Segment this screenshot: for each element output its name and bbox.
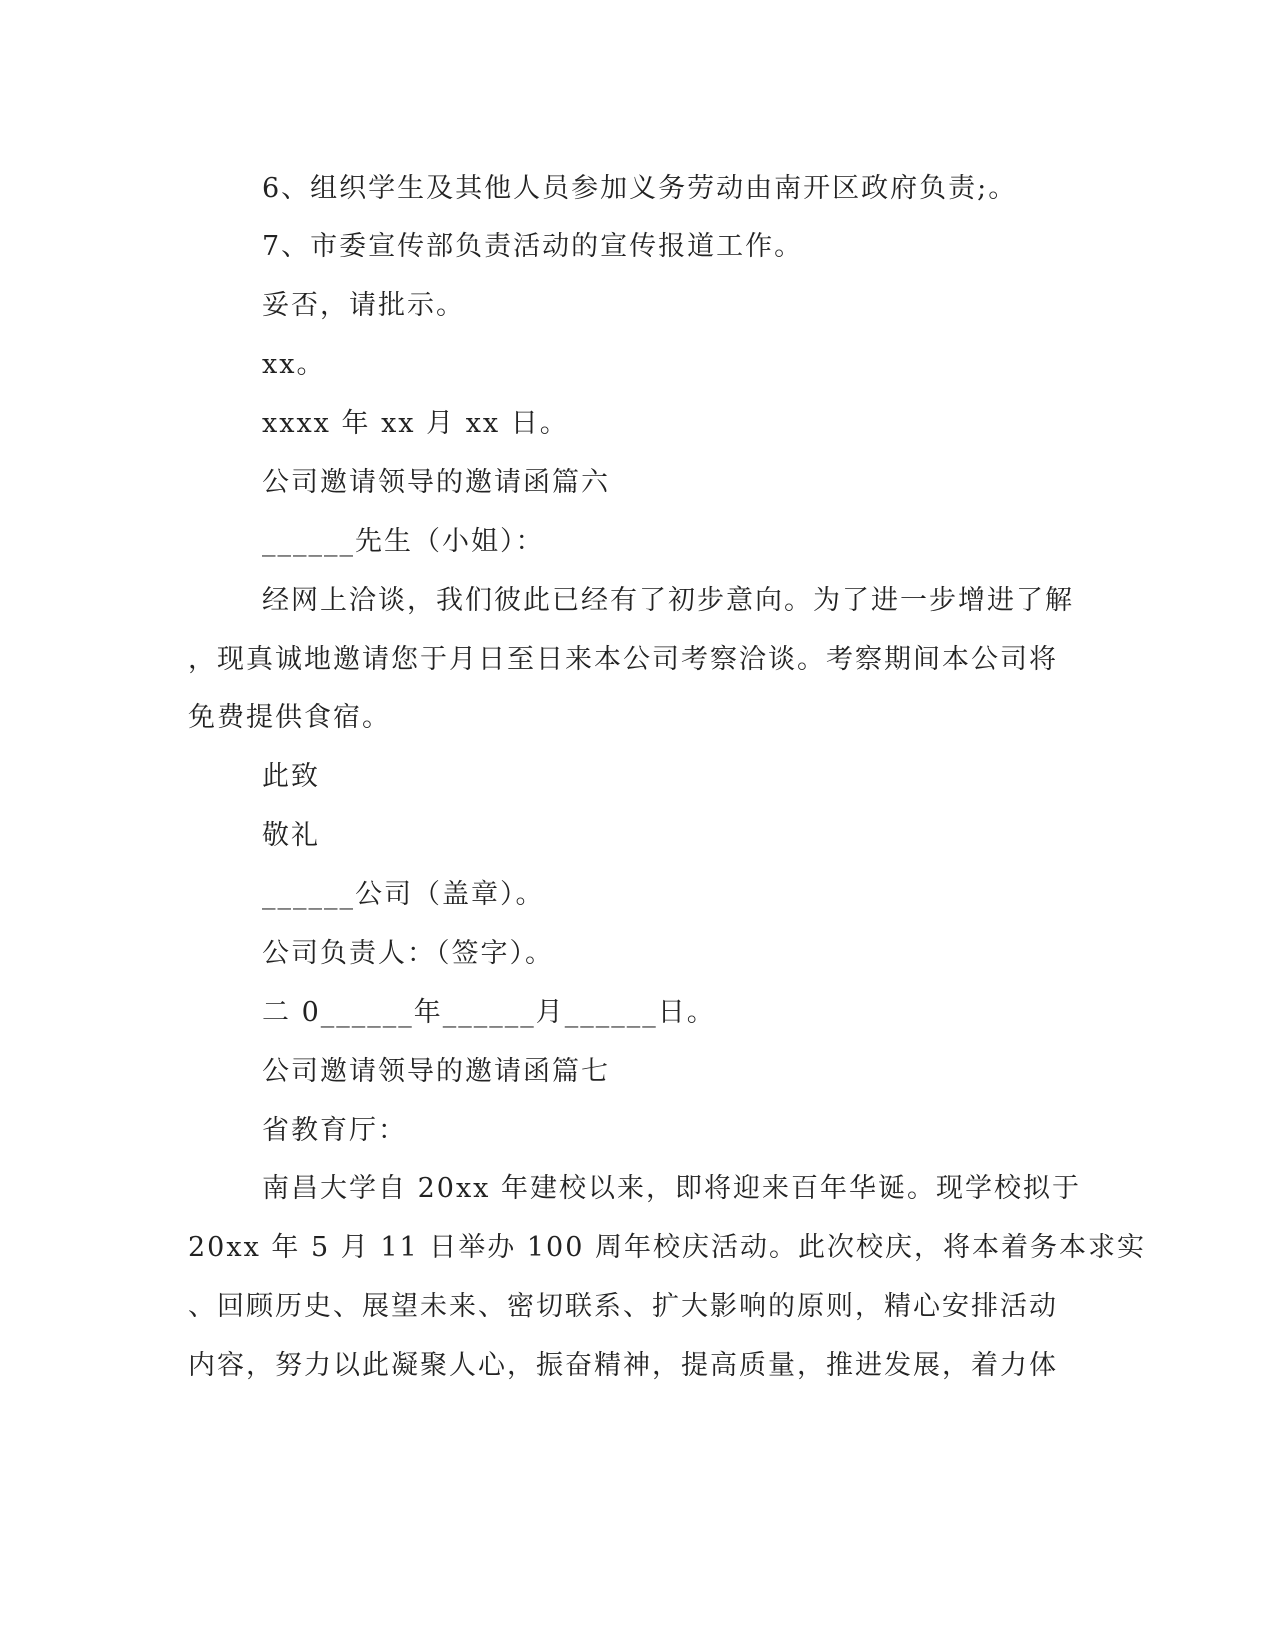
signature-person: 公司负责人：（签字）。 xyxy=(262,938,554,969)
paragraph-line: 免费提供食宿。 xyxy=(188,702,391,733)
paragraph-line: 20xx 年 5 月 11 日举办 100 周年校庆活动。此次校庆，将本着务本求实 xyxy=(188,1232,1146,1263)
section-heading: 公司邀请领导的邀请函篇七 xyxy=(262,1056,610,1087)
text-line: 6、组织学生及其他人员参加义务劳动由南开区政府负责;。 xyxy=(262,173,1018,204)
salutation: ______先生（小姐）： xyxy=(262,526,545,557)
signature-date: 二 0______年______月______日。 xyxy=(262,997,716,1028)
text-line: xxxx 年 xx 月 xx 日。 xyxy=(262,408,569,439)
section-heading: 公司邀请领导的邀请函篇六 xyxy=(262,467,610,498)
signature-company: ______公司（盖章）。 xyxy=(262,879,545,910)
closing: 敬礼 xyxy=(262,820,320,851)
paragraph-line: 经网上洽谈，我们彼此已经有了初步意向。为了进一步增进了解 xyxy=(262,585,1074,616)
text-line: 妥否，请批示。 xyxy=(262,290,465,321)
text-line: xx。 xyxy=(262,349,326,380)
text-line: 7、市委宣传部负责活动的宣传报道工作。 xyxy=(262,231,804,262)
paragraph-line: ，现真诚地邀请您于月日至日来本公司考察洽谈。考察期间本公司将 xyxy=(188,644,1058,675)
paragraph-line: 内容，努力以此凝聚人心，振奋精神，提高质量，推进发展，着力体 xyxy=(188,1350,1058,1381)
paragraph-line: 南昌大学自 20xx 年建校以来，即将迎来百年华诞。现学校拟于 xyxy=(262,1173,1081,1204)
salutation: 省教育厅： xyxy=(262,1115,407,1146)
paragraph-line: 、回顾历史、展望未来、密切联系、扩大影响的原则，精心安排活动 xyxy=(188,1291,1058,1322)
closing: 此致 xyxy=(262,761,320,792)
